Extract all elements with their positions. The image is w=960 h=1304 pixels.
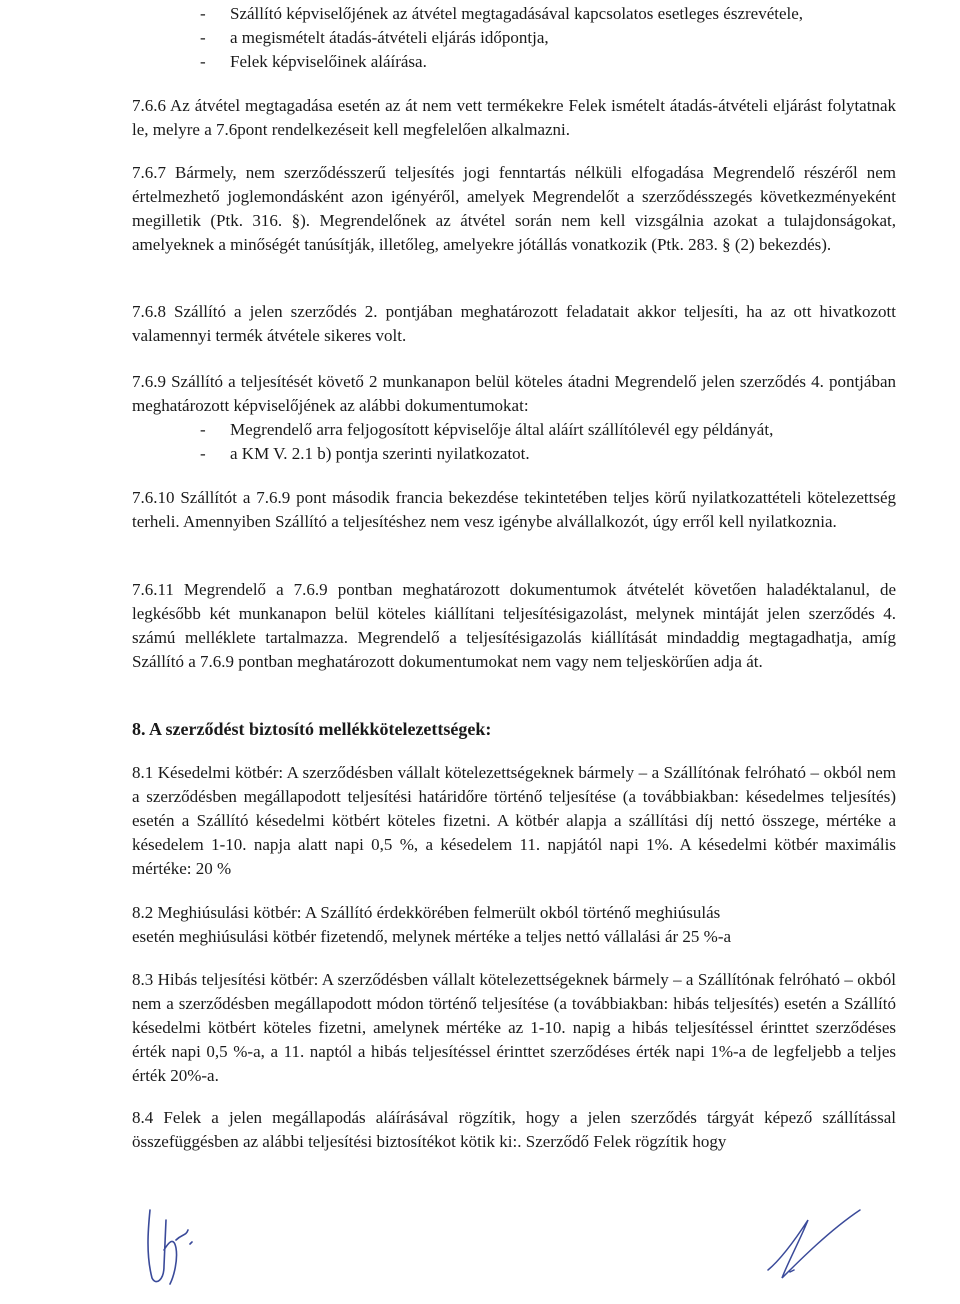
list-item: - a KM V. 2.1 b) pontja szerinti nyilatkozatot.: [200, 444, 530, 463]
list-item-text: Szállító képviselőjének az átvétel megtagadásával kapcsolatos esetleges észrevétele,: [230, 4, 804, 23]
signature-right-icon: [760, 1200, 870, 1290]
list-item: - Felek képviselőinek aláírása.: [200, 52, 427, 71]
list-item: - a megismételt átadás-átvételi eljárás időpontja,: [200, 28, 549, 47]
paragraph-8-2-line-1: 8.2 Meghiúsulási kötbér: A Szállító érdekkörében felmerült okból történő meghiúsulás: [132, 903, 721, 922]
list-7-6-9: [132, 418, 896, 466]
paragraph-8-2: [132, 901, 896, 949]
section-heading-8: 8. A szerződést biztosító mellékkötelezettségek:: [132, 719, 492, 739]
list-item-text: a KM V. 2.1 b) pontja szerinti nyilatkozatot.: [230, 444, 530, 463]
top-list: [132, 2, 896, 74]
paragraph-7-6-8: 7.6.8 Szállító a jelen szerződés 2. pontjában meghatározott feladatait akkor teljesíti, ha az ott hivatkozott valamennyi termék átvétele sikeres volt.: [132, 302, 896, 345]
paragraph-7-6-9: 7.6.9 Szállító a teljesítését követő 2 munkanapon belül köteles átadni Megrendelő jelen szerződés 4. pontjában meghatározott képviselőjének az alábbi dokumentumokat:: [132, 372, 896, 415]
paragraph-8-4: 8.4 Felek a jelen megállapodás aláírásával rögzítik, hogy a jelen szerződés tárgyát képező szállítással összefüggésben az alábbi teljesítési biztosítékot kötik ki:. Szerződő Felek rögzítik hogy: [132, 1108, 896, 1151]
list-item-text: Felek képviselőinek aláírása.: [230, 52, 427, 71]
paragraph-8-3: 8.3 Hibás teljesítési kötbér: A szerződésben vállalt kötelezettségeknek bármely – a Szállítónak felróható – okból nem a szerződésben megállapodott módon történő teljesítése (a továbbiakban: hibás teljesítés) esetén a Szállító késedelmi kötbért köteles fizetni, amelynek mértéke az 1-10. napig a hibás teljesítéssel érinttet szerződéses érték napi 0,5 %-a, a 11. naptól a hibás teljesítéssel érinttet szerződéses érték napi 1%-a de legfeljebb a teljes érték 20%-a.: [132, 970, 896, 1085]
list-item-text: a megismételt átadás-átvételi eljárás időpontja,: [230, 28, 549, 47]
paragraph-7-6-10: 7.6.10 Szállítót a 7.6.9 pont második francia bekezdése tekintetében teljes körű nyilatkozattételi kötelezettség terheli. Amennyiben Szállító a teljesítéshez nem vesz igénybe alvállalkozót, úgy erről kell nyilatkoznia.: [132, 488, 896, 531]
list-item-text: Megrendelő arra feljogosított képviselője által aláírt szállítólevél egy példányát,: [230, 420, 774, 439]
paragraph-8-2-line-2: esetén meghiúsulási kötbér fizetendő, melynek mértéke a teljes nettó vállalási ár 25 %-a: [132, 927, 732, 946]
list-item: - Megrendelő arra feljogosított képviselője által aláírt szállítólevél egy példányát,: [200, 420, 774, 439]
paragraph-7-6-11: 7.6.11 Megrendelő a 7.6.9 pontban meghatározott dokumentumok átvételét követően haladéktalanul, de legkésőbb két munkanapon belül köteles kiállítani teljesítésigazolást, melynek mintáját jelen szerződés 4. számú melléklete tartalmazza. Megrendelő a teljesítésigazolás kiállítását mindaddig megtagadhatja, amíg Szállító a 7.6.9 pontban meghatározott dokumentumokat nem vagy nem teljeskörűen adja át.: [132, 580, 896, 671]
signature-left-icon: [130, 1200, 210, 1290]
paragraph-8-1: 8.1 Késedelmi kötbér: A szerződésben vállalt kötelezettségeknek bármely – a Szállítónak felróható – okból nem a szerződésben megállapodott teljesítési határidőre történő teljesítése (a továbbiakban: késedelmes teljesítés) esetén a Szállító késedelmi kötbért köteles fizetni. A kötbér alapja a szállítási díj nettó összege, mértéke a késedelem 1-10. napja alatt napi 0,5 %, a késedelem 11. napjától napi 1%. A késedelmi kötbér maximális mértéke: 20 %: [132, 763, 896, 878]
paragraph-7-6-6: 7.6.6 Az átvétel megtagadása esetén az át nem vett termékekre Felek ismételt átadás-átvételi eljárást folytatnak le, melyre a 7.6pont rendelkezéseit kell megfelelően alkalmazni.: [132, 96, 896, 139]
paragraph-7-6-7: 7.6.7 Bármely, nem szerződésszerű teljesítés jogi fenntartás nélküli elfogadása Megrendelő részéről nem értelmezhető joglemondásként azon igényéről, amelyek Megrendelőt a szerződésszegés következményeként megilletik (Ptk. 316. §). Megrendelőnek az átvétel során nem kell vizsgálnia azokat a tulajdonságokat, amelyeknek a minőségét tanúsítják, illetőleg, amelyekre jótállás vonatkozik (Ptk. 283. § (2) bekezdés).: [132, 163, 896, 254]
list-item: - Szállító képviselőjének az átvétel megtagadásával kapcsolatos esetleges észrevétele,: [200, 4, 804, 23]
